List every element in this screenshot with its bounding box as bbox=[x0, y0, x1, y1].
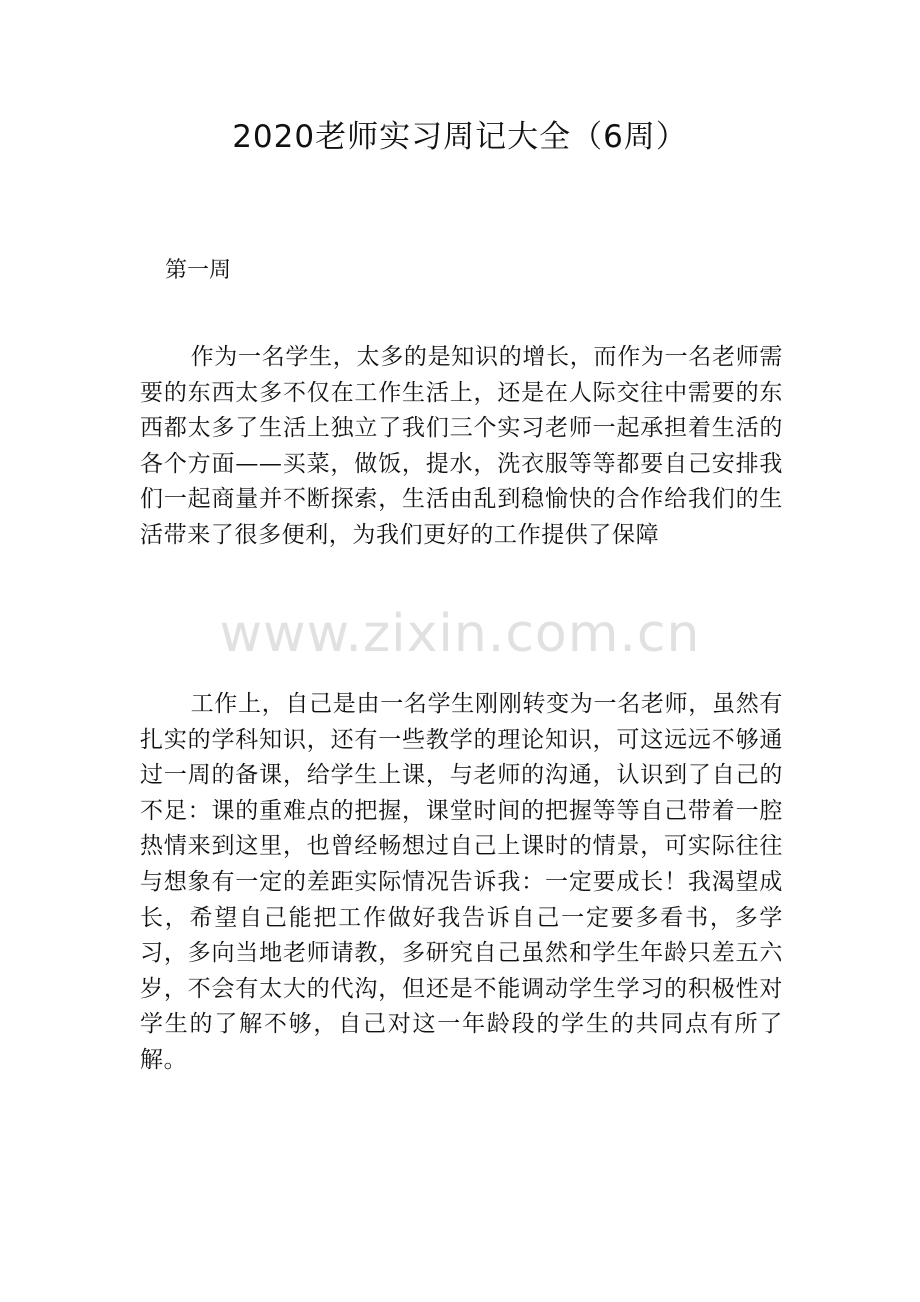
paragraph-2: 工作上，自己是由一名学生刚刚转变为一名老师，虽然有扎实的学科知识，还有一些教学的理论知识，可这远远不够通过一周的备课，给学生上课，与老师的沟通，认识到了自己的不足：课的重难点的把握，课堂时间的把握等等自己带着一腔热情来到这里，也曾经畅想过自己上课时的情景，可实际往往与想象有一定的差距实际情况告诉我：一定要成长！我渴望成长，希望自己能把工作做好我告诉自己一定要多看书，多学习，多向当地老师请教，多研究自己虽然和学生年龄只差五六岁，不会有太大的代沟，但还是不能调动学生学习的积极性对学生的了解不够，自己对这一年龄段的学生的共同点有所了解。 bbox=[140, 691, 783, 1073]
watermark-text: www.zixin.com.cn bbox=[219, 604, 701, 664]
week-heading: 第一周 bbox=[165, 258, 232, 283]
document-title: 2020老师实习周记大全（6周） bbox=[232, 119, 688, 155]
paragraph-1: 作为一名学生，太多的是知识的增长，而作为一名老师需要的东西太多不仅在工作生活上，还是在人际交往中需要的东西都太多了生活上独立了我们三个实习老师一起承担着生活的各个方面——买菜，做饭，提水，洗衣服等等都要自己安排我们一起商量并不断探索，生活由乱到稳愉快的合作给我们的生活带来了很多便利，为我们更好的工作提供了保障 bbox=[140, 344, 783, 548]
